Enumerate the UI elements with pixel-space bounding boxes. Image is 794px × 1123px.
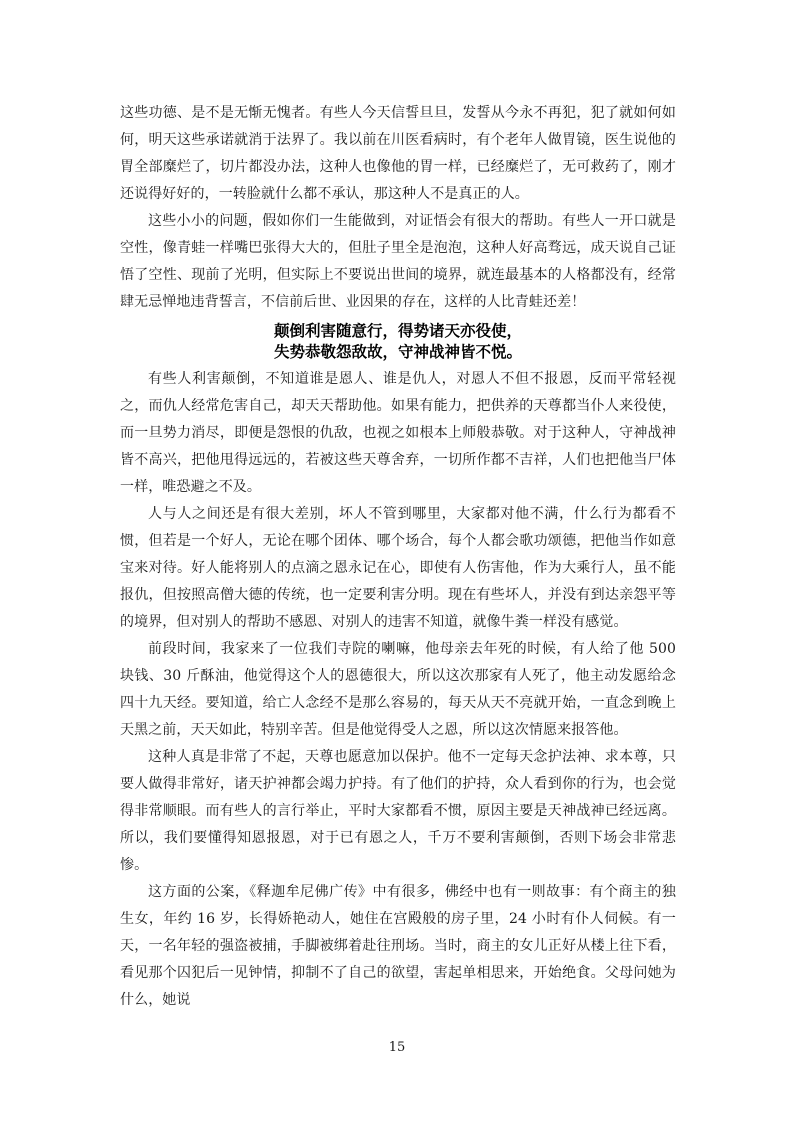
verse-block [120, 321, 676, 363]
paragraph: 这种人真是非常了不起，天尊也愿意加以保护。他不一定每天念护法神、求本尊，只要人做得非常好，诸天护神都会竭力护持。有了他们的护持，众人看到你的行为，也会觉得非常顺眼。而有些人的言行举止，平时大家都看不惯，原因主要是天神战神已经远离。所以，我们要懂得知恩报恩，对于已有恩之人，千万不要利害颠倒，否则下场会非常悲惨。 [120, 749, 676, 873]
body-text [120, 100, 676, 1014]
paragraph: 这方面的公案，《释迦牟尼佛广传》中有很多，佛经中也有一则故事：有个商主的独生女，年约 16 岁，长得娇艳动人，她住在宫殿般的房子里，24 小时有仆人伺候。有一天，一名年轻的强盗被捕，手脚被绑着赴往刑场。当时，商主的女儿正好从楼上往下看，看见那个囚犯后一见钟情，抑制不了自己的欲望，害起单相思来，开始绝食。父母问她为什么，她说 [120, 884, 676, 1008]
verse-line: 颠倒利害随意行，得势诸天亦役使， [273, 322, 522, 340]
paragraph-continued: 这些功德、是不是无惭无愧者。有些人今天信誓旦旦，发誓从今永不再犯，犯了就如何如何，明天这些承诺就消于法界了。我以前在川医看病时，有个老年人做胃镜，医生说他的胃全部糜烂了，切片都没办法，这种人也像他的胃一样，已经糜烂了，无可救药了，刚才还说得好好的，一转脸就什么都不承认，那这种人不是真正的人。 [120, 105, 676, 202]
page-number: 15 [388, 1040, 406, 1055]
paragraph: 这些小小的问题，假如你们一生能做到，对证悟会有很大的帮助。有些人一开口就是空性，像青蛙一样嘴巴张得大大的，但肚子里全是泡泡，这种人好高骛远，成天说自己证悟了空性、现前了光明，但实际上不要说出世间的境界，就连最基本的人格都没有，经常肆无忌惮地违背誓言，不信前后世、业因果的存在，这样的人比青蛙还差！ [120, 213, 676, 310]
verse-line: 失势恭敬怨敌故，守神战神皆不悦。 [273, 343, 522, 361]
paragraph: 有些人利害颠倒，不知道谁是恩人、谁是仇人，对恩人不但不报恩，反而平常轻视之，而仇人经常危害自己，却天天帮助他。如果有能力，把供养的天尊都当仆人来役使，而一旦势力消尽，即便是怨恨的仇敌，也视之如根本上师般恭敬。对于这种人，守神战神皆不高兴，把他甩得远远的，若被这些天尊舍弃，一切所作都不吉祥，人们也把他当尸体一样，唯恐避之不及。 [120, 371, 676, 495]
paragraph: 前段时间，我家来了一位我们寺院的喇嘛，他母亲去年死的时候，有人给了他 500 块钱、30 斤酥油，他觉得这个人的恩德很大，所以这次那家有人死了，他主动发愿给念四十九天经。要知道，给亡人念经不是那么容易的，每天从天不亮就开始，一直念到晚上天黑之前，天天如此，特别辛苦。但是他觉得受人之恩，所以这次情愿来报答他。 [120, 641, 676, 738]
paragraph: 人与人之间还是有很大差别，坏人不管到哪里，大家都对他不满，什么行为都看不惯，但若是一个好人，无论在哪个团体、哪个场合，每个人都会歌功颂德，把他当作如意宝来对待。好人能将别人的点滴之恩永记在心，即使有人伤害他，作为大乘行人，虽不能报仇，但按照高僧大德的传统，也一定要利害分明。现在有些坏人，并没有到达亲怨平等的境界，但对别人的帮助不感恩、对别人的违害不知道，就像牛粪一样没有感觉。 [120, 506, 676, 630]
